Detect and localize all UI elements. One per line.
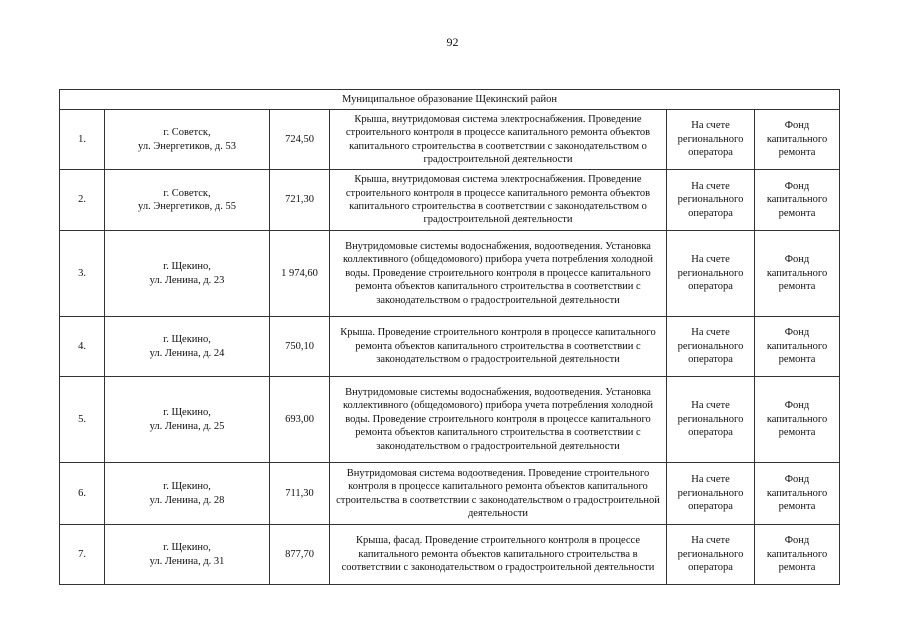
- address-cell: [105, 525, 270, 585]
- region-heading: Муниципальное образование Щекинский район: [60, 90, 840, 110]
- table-row: [60, 317, 840, 377]
- cost-cell: 724,50: [270, 110, 330, 170]
- account-cell: На счете регионального оператора: [667, 525, 755, 585]
- row-number: 1.: [60, 110, 105, 170]
- row-number: 3.: [60, 231, 105, 317]
- repair-program-table: [59, 89, 840, 585]
- row-number: 6.: [60, 463, 105, 525]
- works-cell: Внутридомовые системы водоснабжения, водоотведения. Установка коллективного (общедомового) прибора учета потребления холодной воды. Проведение строительного контроля в процессе капитального ремонта объектов капитального строительства в соответствии с законодательством о градостроительной деятельности: [330, 377, 667, 463]
- works-cell: Внутридомовая система водоотведения. Проведение строительного контроля в процессе капитального ремонта объектов капитального строительства в соответствии с законодательством о градостроительной деятельности: [330, 463, 667, 525]
- cost-cell: 711,30: [270, 463, 330, 525]
- table-row: [60, 110, 840, 170]
- address-street: ул. Ленина, д. 25: [149, 420, 225, 432]
- cost-cell: 721,30: [270, 170, 330, 231]
- address-street: ул. Ленина, д. 28: [149, 494, 225, 506]
- account-cell: На счете регионального оператора: [667, 377, 755, 463]
- cost-cell: 877,70: [270, 525, 330, 585]
- row-number: 2.: [60, 170, 105, 231]
- account-cell: На счете регионального оператора: [667, 170, 755, 231]
- address-city: г. Щекино,: [163, 481, 211, 493]
- account-cell: На счете регионального оператора: [667, 231, 755, 317]
- region-row: [60, 90, 840, 110]
- address-street: ул. Ленина, д. 31: [149, 555, 225, 567]
- works-cell: Крыша. Проведение строительного контроля в процессе капитального ремонта объектов капитального строительства в соответствии с законодательством о градостроительной деятельности: [330, 317, 667, 377]
- address-street: ул. Энергетиков, д. 53: [138, 140, 236, 152]
- address-cell: [105, 231, 270, 317]
- works-cell: Крыша, фасад. Проведение строительного контроля в процессе капитального ремонта объектов капитального строительства в соответствии с законодательством о градостроительной деятельности: [330, 525, 667, 585]
- address-city: г. Щекино,: [163, 542, 211, 554]
- cost-cell: 693,00: [270, 377, 330, 463]
- fund-cell: Фонд капитального ремонта: [755, 110, 840, 170]
- fund-cell: Фонд капитального ремонта: [755, 525, 840, 585]
- account-cell: На счете регионального оператора: [667, 317, 755, 377]
- row-number: 7.: [60, 525, 105, 585]
- address-city: г. Советск,: [163, 187, 211, 199]
- cost-cell: 750,10: [270, 317, 330, 377]
- address-cell: [105, 170, 270, 231]
- page-number: 92: [446, 35, 459, 49]
- table-row: [60, 377, 840, 463]
- row-number: 5.: [60, 377, 105, 463]
- fund-cell: Фонд капитального ремонта: [755, 317, 840, 377]
- fund-cell: Фонд капитального ремонта: [755, 463, 840, 525]
- works-cell: Крыша, внутридомовая система электроснабжения. Проведение строительного контроля в процессе капитального ремонта объектов капитального строительства в соответствии с законодательством о градостроительной деятельности: [330, 110, 667, 170]
- fund-cell: Фонд капитального ремонта: [755, 231, 840, 317]
- account-cell: На счете регионального оператора: [667, 463, 755, 525]
- address-cell: [105, 110, 270, 170]
- works-cell: Крыша, внутридомовая система электроснабжения. Проведение строительного контроля в процессе капитального ремонта объектов капитального строительства в соответствии с законодательством о градостроительной деятельности: [330, 170, 667, 231]
- works-cell: Внутридомовые системы водоснабжения, водоотведения. Установка коллективного (общедомового) прибора учета потребления холодной воды. Проведение строительного контроля в процессе капитального ремонта объектов капитального строительства в соответствии с законодательством о градостроительной деятельности: [330, 231, 667, 317]
- cost-cell: 1 974,60: [270, 231, 330, 317]
- address-cell: [105, 317, 270, 377]
- table-row: [60, 525, 840, 585]
- address-street: ул. Ленина, д. 24: [149, 347, 225, 359]
- account-cell: На счете регионального оператора: [667, 110, 755, 170]
- address-cell: [105, 463, 270, 525]
- table-row: [60, 463, 840, 525]
- address-city: г. Щекино,: [163, 261, 211, 273]
- address-city: г. Советск,: [163, 127, 211, 139]
- table-row: [60, 231, 840, 317]
- address-cell: [105, 377, 270, 463]
- address-street: ул. Ленина, д. 23: [149, 274, 225, 286]
- address-city: г. Щекино,: [163, 334, 211, 346]
- fund-cell: Фонд капитального ремонта: [755, 377, 840, 463]
- fund-cell: Фонд капитального ремонта: [755, 170, 840, 231]
- table-row: [60, 170, 840, 231]
- row-number: 4.: [60, 317, 105, 377]
- address-city: г. Щекино,: [163, 407, 211, 419]
- address-street: ул. Энергетиков, д. 55: [138, 201, 236, 212]
